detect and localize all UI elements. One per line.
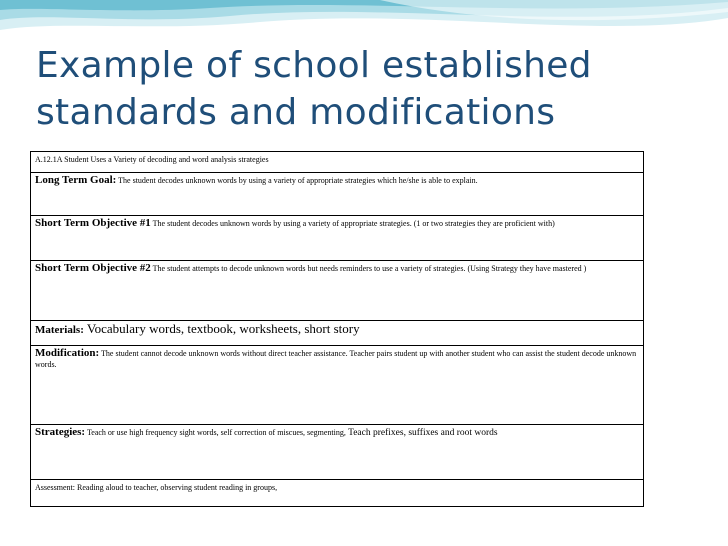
standard-row <box>31 152 644 173</box>
assessment-row <box>31 480 644 507</box>
strategies-label: Strategies: <box>35 426 86 438</box>
standards-table <box>30 151 644 507</box>
materials-row <box>31 321 644 346</box>
long-term-goal-text: The student decodes unknown words by using a variety of appropriate strategies which he/she is able to explain. <box>116 176 478 185</box>
objective-1-row <box>31 216 644 261</box>
modification-label: Modification: <box>35 347 100 359</box>
slide-title <box>36 42 716 136</box>
slide-title-line-2: standards and modifications <box>36 92 556 133</box>
strategies-text: Teach or use high frequency sight words, self correction of miscues, segmenting, <box>85 428 346 437</box>
modification-cell <box>31 346 644 425</box>
materials-text: Vocabulary words, textbook, worksheets, short story <box>83 321 360 336</box>
objective-1-label: Short Term Objective #1 <box>35 217 151 229</box>
long-term-goal-cell <box>31 173 644 216</box>
standard-cell <box>31 152 644 173</box>
standard-text: A.12.1A Student Uses a Variety of decoding and word analysis strategies <box>35 155 269 164</box>
long-term-goal-row <box>31 173 644 216</box>
modification-text: The student cannot decode unknown words without direct teacher assistance. Teacher pairs student up with another student who can assist the student decode unknown words. <box>35 349 637 369</box>
slide-title-line-1: Example of school established <box>36 45 592 86</box>
objective-2-row <box>31 261 644 321</box>
materials-cell <box>31 321 644 346</box>
strategies-row <box>31 425 644 480</box>
objective-2-cell <box>31 261 644 321</box>
long-term-goal-label: Long Term Goal: <box>35 174 117 186</box>
strategies-cell <box>31 425 644 480</box>
assessment-cell <box>31 480 644 507</box>
assessment-text: Assessment: Reading aloud to teacher, observing student reading in groups, <box>35 483 278 492</box>
objective-2-text: The student attempts to decode unknown words but needs reminders to use a variety of strategies. (Using Strategy they have mastered ) <box>150 264 587 273</box>
objective-1-cell <box>31 216 644 261</box>
strategies-text-small: Teach prefixes, suffixes and root words <box>345 428 498 438</box>
materials-label: Materials: <box>35 324 84 336</box>
objective-2-label: Short Term Objective #2 <box>35 262 151 274</box>
modification-row <box>31 346 644 425</box>
objective-1-text: The student decodes unknown words by using a variety of appropriate strategies. (1 or two strategies they are proficient with) <box>150 219 555 228</box>
